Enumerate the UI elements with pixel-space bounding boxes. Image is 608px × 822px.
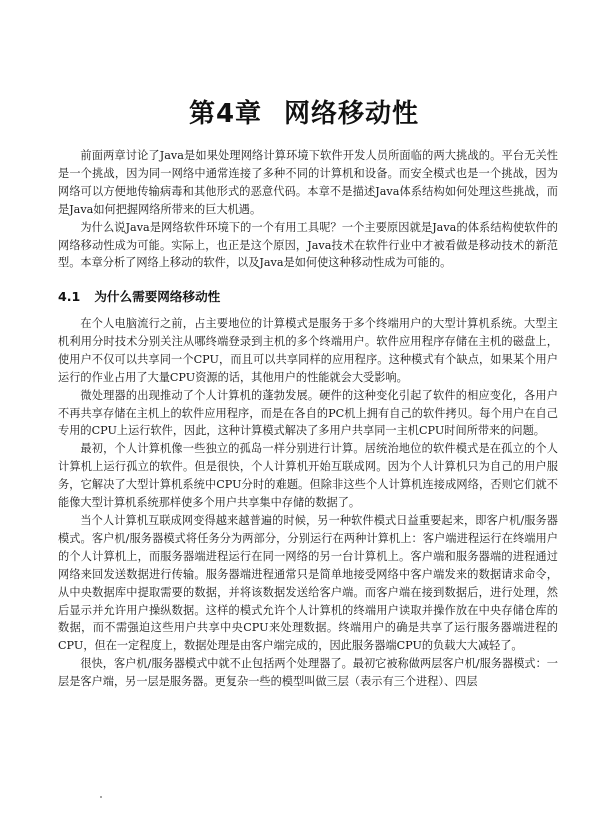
body-paragraph: 很快，客户机/服务器模式中就不止包括两个处理器了。最初它被称做两层客户机/服务器模式：一层是客户端，另一层是服务器。更复杂一些的模型叫做三层（表示有三个进程）、四层 [58,657,558,689]
intro-paragraph: 前面两章讨论了Java是如果处理网络计算环境下软件开发人员所面临的两大挑战的。平台无关性是一个挑战，因为同一网络中通常连接了多种不同的计算机和设备。而安全模式也是一个挑战，因为网络可以方便地传输病毒和其他形式的恶意代码。本章不是描述Java体系结构如何处理这些挑战，而是Java如何把握网络所带来的巨大机遇。 [58,149,558,216]
body-paragraph: 在个人电脑流行之前，占主要地位的计算模式是服务于多个终端用户的大型计算机系统。大型主机利用分时技术分别关注从哪终端登录到主机的多个终端用户。软件应用程序存储在主机的磁盘上，使用户不仅可以共享同一个CPU，而且可以共享同样的应用程序。这种模式有个缺点，如果某个用户运行的作业占用了大量CPU资源的话，其他用户的性能就会大受影响。 [58,317,558,384]
body-paragraph: 最初，个人计算机像一些独立的孤岛一样分别进行计算。居统治地位的软件模式是在孤立的个人计算机上运行孤立的软件。但是很快，个人计算机开始互联成网。因为个人计算机只为自己的用户服务，它解决了大型计算机系统中CPU分时的难题。但除非这些个人计算机连接成网络，否则它们就不能像大型计算机系统那样使多个用户共享集中存储的数据了。 [58,442,558,510]
chapter-name: 网络移动性 [284,99,420,129]
chapter-number: 第4章 [188,99,263,129]
section-title: 为什么需要网络移动性 [94,289,221,304]
scan-speck [100,796,102,798]
section-heading [58,286,220,305]
intro-paragraph: 为什么说Java是网络软件环境下的一个有用工具呢？一个主要原因就是Java的体系结构使软件的网络移动性成为可能。实际上，也正是这个原因，Java技术在软件行业中才被看做是移动技术的新范型。本章分析了网络上移动的软件，以及Java是如何使这种移动性成为可能的。 [58,220,558,270]
body-paragraph: 微处理器的出现推动了个人计算机的蓬勃发展。硬件的这种变化引起了软件的相应变化，各用户不再共享存储在主机上的软件应用程序，而是在各自的PC机上拥有自己的软件拷贝。每个用户在自己专用的CPU上运行软件，因此，这种计算模式解决了多用户共享同一主机CPU时间所带来的问题。 [58,388,558,438]
section-body [58,315,558,691]
body-paragraph: 当个人计算机互联成网变得越来越普遍的时候，另一种软件模式日益重要起来，即客户机/服务器模式。客户机/服务器模式将任务分为两部分，分别运行在两种计算机上：客户端进程运行在终端用户的个人计算机上，而服务器端进程运行在同一网络的另一台计算机上。客户端和服务器端的进程通过网络来回发送数据进行传输。服务器端进程通常只是简单地接受网络中客户端发来的数据请求命令，从中央数据库中提取需要的数据，并将该数据发送给客户端。而客户端在接到数据后，进行处理，然后显示并允许用户操纵数据。这样的模式允许个人计算机的终端用户读取并操作放在中央存储仓库的数据，而不需强迫这些用户共享中央CPU来处理数据。终端用户的确是共享了运行服务器端进程的CPU，但在一定程度上，数据处理是由客户端完成的，因此服务器端CPU的负载大大减轻了。 [58,513,558,653]
section-number: 4.1 [58,289,81,304]
chapter-intro [58,147,558,272]
chapter-title [0,93,608,130]
